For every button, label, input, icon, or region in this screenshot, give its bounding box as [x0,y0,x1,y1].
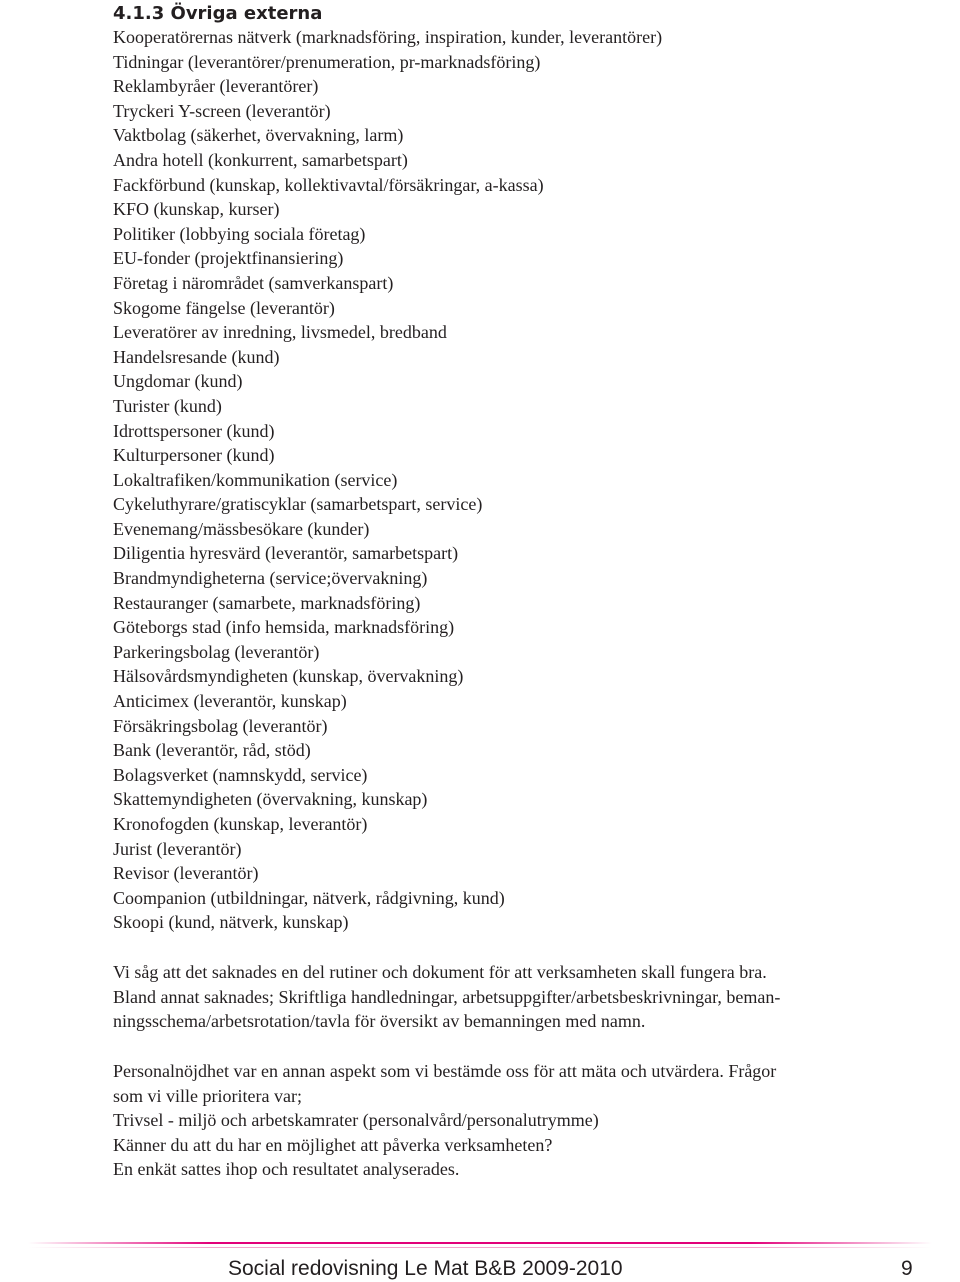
list-item: Hälsovårdsmyndigheten (kunskap, övervakning) [113,666,464,687]
list-item: Diligentia hyresvärd (leverantör, samarbetspart) [113,543,459,564]
footer-divider-thin [28,1247,932,1248]
list-item: Lokaltrafiken/kommunikation (service) [113,469,398,490]
list-item: EU-fonder (projektfinansiering) [113,248,344,269]
list-item: Leveratörer av inredning, livsmedel, bredband [113,322,447,343]
list-item: Cykeluthyrare/gratiscyklar (samarbetspart, service) [113,494,483,515]
list-item: Andra hotell (konkurrent, samarbetspart) [113,149,408,170]
list-item: Fackförbund (kunskap, kollektivavtal/försäkringar, a-kassa) [113,174,544,195]
list-item: Jurist (leverantör) [113,838,242,859]
list-item: Brandmyndigheterna (service;övervakning) [113,568,428,589]
list-item: Skogome fängelse (leverantör) [113,297,335,318]
list-item: Bolagsverket (namnskydd, service) [113,764,368,785]
list-item: Tidningar (leverantörer/prenumeration, pr-marknadsföring) [113,51,541,72]
paragraph-line: Vi såg att det saknades en del rutiner och dokument för att verksamheten skall fungera bra. [113,962,767,982]
partner-list [113,25,662,935]
list-item: Turister (kund) [113,395,222,416]
paragraph-line: ningsschema/arbetsrotation/tavla för översikt av bemanningen med namn. [113,1011,646,1032]
list-item: Restauranger (samarbete, marknadsföring) [113,592,421,613]
staff-satisfaction-paragraph [113,1059,893,1182]
list-item: Vaktbolag (säkerhet, övervakning, larm) [113,125,404,146]
list-item: Evenemang/mässbesökare (kunder) [113,518,370,539]
list-item: Coompanion (utbildningar, nätverk, rådgivning, kund) [113,887,505,908]
routines-paragraph [113,960,893,1034]
paragraph-line: som vi ville prioritera var; [113,1085,302,1106]
list-item: Ungdomar (kund) [113,371,243,392]
list-item: Revisor (leverantör) [113,863,259,884]
paragraph-line: Trivsel - miljö och arbetskamrater (personalvård/personalutrymme) [113,1110,599,1131]
list-item: Idrottspersoner (kund) [113,420,275,441]
list-item: Handelsresande (kund) [113,346,280,367]
list-item: Skattemyndigheten (övervakning, kunskap) [113,789,428,810]
list-item: Kooperatörernas nätverk (marknadsföring, inspiration, kunder, leverantörer) [113,27,663,47]
page-number: 9 [901,1257,913,1280]
list-item: Kulturpersoner (kund) [113,445,275,466]
paragraph-line: Personalnöjdhet var en annan aspekt som vi bestämde oss för att mäta och utvärdera. Frågor [113,1061,777,1081]
list-item: Tryckeri Y-screen (leverantör) [113,100,331,121]
list-item: Reklambyråer (leverantörer) [113,76,319,97]
paragraph-line: Bland annat saknades; Skriftliga handledningar, arbetsuppgifter/arbetsbeskrivningar, beman- [113,986,781,1007]
list-item: Parkeringsbolag (leverantör) [113,641,320,662]
section-heading: 4.1.3 Övriga externa [113,3,323,24]
list-item: Bank (leverantör, råd, stöd) [113,740,311,761]
paragraph-line: En enkät sattes ihop och resultatet analyserades. [113,1159,460,1180]
footer-divider [28,1242,932,1244]
list-item: Kronofogden (kunskap, leverantör) [113,814,368,834]
list-item: KFO (kunskap, kurser) [113,199,280,220]
list-item: Skoopi (kund, nätverk, kunskap) [113,912,349,933]
list-item: Anticimex (leverantör, kunskap) [113,691,347,712]
list-item: Göteborgs stad (info hemsida, marknadsföring) [113,617,455,638]
list-item: Politiker (lobbying sociala företag) [113,223,366,244]
list-item: Försäkringsbolag (leverantör) [113,715,328,736]
list-item: Företag i närområdet (samverkanspart) [113,272,394,293]
footer-title: Social redovisning Le Mat B&B 2009-2010 [228,1257,623,1280]
paragraph-line: Känner du att du har en möjlighet att påverka verksamheten? [113,1134,553,1155]
